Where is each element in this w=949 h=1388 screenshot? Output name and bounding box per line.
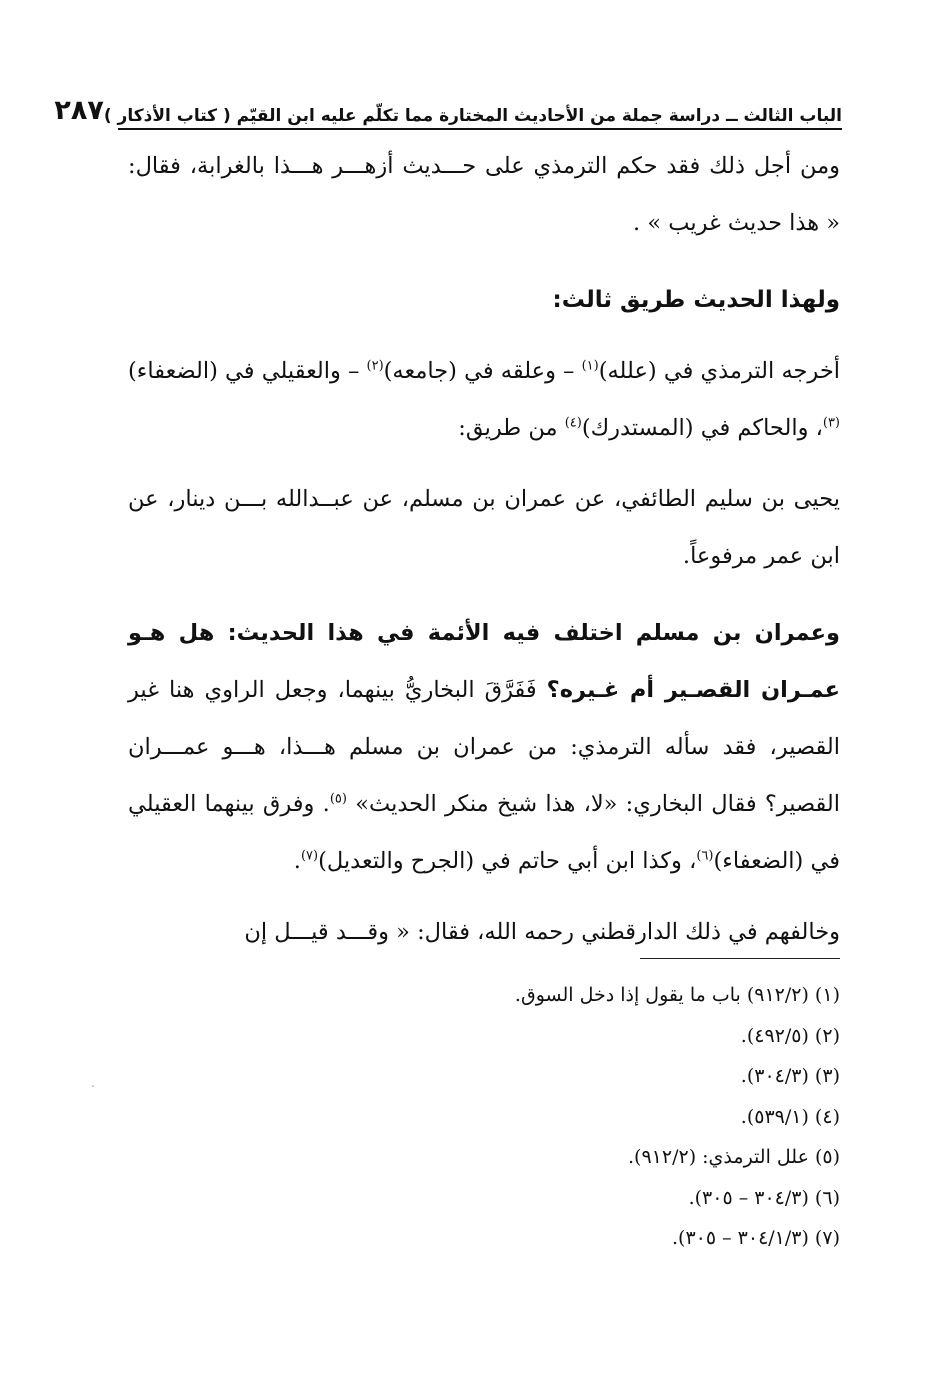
- footnote-5: (٥) علل الترمذي: (٩١٢/٢).: [628, 1146, 840, 1168]
- section-heading: ولهذا الحديث طريق ثالث:: [552, 287, 840, 313]
- footnote-4: (٤) (٥٣٩/١).: [740, 1105, 840, 1128]
- paragraph-5: وعمران بن مسلم اختلف فيه الأئمة في هذا الحديث: هل هـو عمـران القصـير أم غـيره؟ فَفَرَّقَ البخاريُّ بينهما، وجعل الراوي هنا غير القصير، فقد سأله الترمذي: من عمران بن مسلم هـــذا، هـــو عمـــران القصير؟ فقال البخاري: «لا، هذا شيخ منكر الحديث» $^{(٥)}$. وفرق بينهما العقيلي في (الضعفاء)$^{(٦)}$، وكذا ابن أبي حاتم في (الجرح والتعديل)$^{(٧)}$.: [128, 620, 841, 874]
- paragraph-3: أخرجه الترمذي في (علله)$^{(١)}$ – وعلقه في (جامعه)$^{(٢)}$ – والعقيلي في (الضعفاء)$^{(٣)}$، والحاكم في (المستدرك)$^{(٤)}$ من طريق:: [128, 358, 840, 441]
- footnote-ref-4: (٤): [564, 415, 582, 431]
- running-header: [54, 92, 842, 126]
- footnote-1: (١) (٩١٢/٢) باب ما يقول إذا دخل السوق.: [514, 984, 840, 1006]
- scan-speck: [92, 1085, 94, 1087]
- footnote-3: (٣) (٣٠٤/٣).: [740, 1065, 840, 1087]
- footnote-ref-1: (١): [581, 358, 599, 374]
- header-title: الباب الثالث ــ دراسة جملة من الأحاديث المختارة مما تكلّم عليه ابن القيّم ( كتاب الأذكار ): [103, 106, 842, 126]
- main-text: [128, 138, 840, 961]
- bold-question: وعمران بن مسلم اختلف فيه الأئمة في هذا الحديث: هل هـو عمـران القصـير أم غـيره؟: [128, 620, 840, 703]
- header-rule: [118, 128, 842, 130]
- footnote-separator: [640, 958, 840, 959]
- footnote-7: (٧) (٣٠٤/١/٣ – ٣٠٥).: [671, 1227, 840, 1249]
- paragraph-4: يحيى بن سليم الطائفي، عن عمران بن مسلم، عن عبــدالله بـــن دينار، عن ابن عمر مرفوعاً.: [128, 486, 840, 569]
- footnote-2: (٢) (٤٩٢/٥).: [740, 1024, 840, 1047]
- footnote-6: (٦) (٣٠٤/٣ – ٣٠٥).: [688, 1186, 840, 1209]
- footnote-ref-3: (٣): [822, 415, 840, 431]
- paragraph-6: وخالفهم في ذلك الدارقطني رحمه الله، فقال: « وقـــد قيـــل إن: [244, 919, 840, 945]
- paragraph-1: ومن أجل ذلك فقد حكم الترمذي على حـــديث أزهـــر هـــذا بالغرابة، فقال: « هذا حديث غريب » .: [128, 153, 840, 236]
- page-number: ٢٨٧: [54, 95, 104, 126]
- footnote-ref-6: (٦): [696, 848, 714, 864]
- footnote-ref-7: (٧): [300, 848, 319, 864]
- footnotes: [400, 975, 840, 1259]
- footnote-ref-2: (٢): [366, 358, 384, 374]
- footnote-ref-5: (٥): [329, 791, 347, 807]
